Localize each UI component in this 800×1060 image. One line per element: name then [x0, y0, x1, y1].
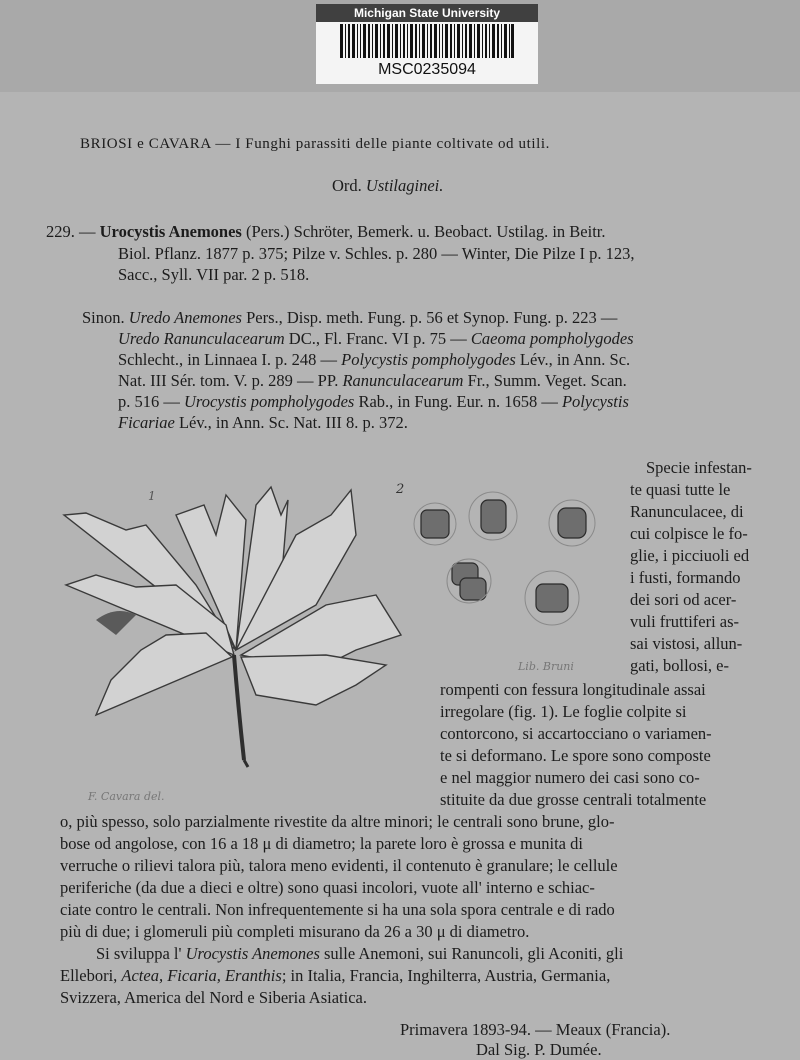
barcode-icon [340, 24, 514, 58]
entry-number: 229. [46, 222, 75, 241]
anemone-leaf-figure [64, 487, 401, 715]
entry-line-2: Biol. Pflanz. 1877 p. 375; Pilze v. Schles. p. 280 — Winter, Die Pilze I p. 123, [118, 244, 635, 263]
body-mid-line: e nel maggior numero dei casi sono co- [440, 768, 700, 787]
body-mid-line: rompenti con fessura longitudinale assai [440, 680, 706, 699]
species-name: Urocystis Anemones [99, 222, 242, 241]
synonym-line-1: Sinon. Uredo Anemones Pers., Disp. meth. Fung. p. 56 et Synop. Fung. p. 223 — [82, 308, 618, 327]
body-col-line: te quasi tutte le [630, 480, 731, 499]
body-mid-line: te si deformano. Le spore sono composte [440, 746, 711, 765]
body-mid-line: stituite da due grosse centrali totalmente [440, 790, 707, 809]
order-heading: Ord. Ustilaginei. [332, 176, 444, 195]
body-col-line: cui colpisce le fo- [630, 524, 748, 543]
body-full-line: bose od angolose, con 16 a 18 μ di diametro; la parete loro è grossa e munita di [60, 834, 583, 853]
entry-line-3: Sacc., Syll. VII par. 2 p. 518. [118, 265, 310, 284]
institution-name: Michigan State University [316, 4, 538, 22]
synonym-line-4: Nat. III Sér. tom. V. p. 289 — PP. Ranunculacearum Fr., Summ. Veget. Scan. [118, 371, 627, 390]
body-col-line: i fusti, formando [630, 568, 741, 587]
catalog-number: MSC0235094 [378, 61, 476, 78]
body-mid-line: irregolare (fig. 1). Le foglie colpite si [440, 702, 687, 721]
synonym-line-5: p. 516 — Urocystis pompholygodes Rab., in Fung. Eur. n. 1658 — Polycystis [118, 392, 629, 411]
body-mid-line: contorcono, si accartocciano o variamen- [440, 724, 712, 743]
body-full-line: periferiche (da due a dieci e oltre) sono quasi incolori, vuote all' interno e schiac- [60, 878, 595, 897]
synonym-line-2: Uredo Ranunculacearum DC., Fl. Franc. VI p. 75 — Caeoma pompholygodes [118, 329, 634, 348]
header-authors: BRIOSI e CAVARA [80, 136, 211, 152]
body-col-line: gati, bollosi, e- [630, 656, 729, 675]
body-full-line: o, più spesso, solo parzialmente rivestite da altre minori; le centrali sono brune, glo- [60, 812, 615, 831]
body-col-line: Specie infestan- [646, 458, 752, 477]
figure-label-2: 2 [396, 482, 405, 497]
figure-label-1: 1 [148, 489, 156, 503]
collection-date-place: Primavera 1893-94. — Meaux (Francia). [400, 1020, 671, 1039]
body-col-line: Ranunculacee, di [630, 502, 744, 521]
entry-line-1: 229. — Urocystis Anemones (Pers.) Schröter, Bemerk. u. Beobact. Ustilag. in Beitr. [46, 222, 606, 241]
barcode-label [316, 4, 538, 84]
host-line-2: Ellebori, Actea, Ficaria, Eranthis; in Italia, Francia, Inghilterra, Austria, Germania, [60, 966, 611, 985]
body-col-line: glie, i picciuoli ed [630, 546, 750, 565]
host-line-1: Si sviluppa l' Urocystis Anemones sulle Anemoni, sui Ranuncoli, gli Aconiti, gli [96, 944, 624, 963]
body-full-line: verruche o rilievi talora più, talora meno evidenti, il contenuto è granulare; le cellule [60, 856, 618, 875]
body-col-line: dei sori od acer- [630, 590, 737, 609]
artist-credit-right: Lib. Bruni [518, 660, 574, 673]
host-line-3: Svizzera, America del Nord e Siberia Asiatica. [60, 988, 367, 1007]
synonym-line-6: Ficariae Lév., in Ann. Sc. Nat. III 8. p. 372. [118, 413, 408, 432]
header-series-title: I Funghi parassiti delle piante coltivate od utili. [235, 136, 551, 152]
body-col-line: vuli fruttiferi as- [630, 612, 740, 631]
body-full-line: ciate contro le centrali. Non infrequentemente si ha una sola spora centrale e di rado [60, 900, 615, 919]
artist-credit-left: F. Cavara del. [88, 790, 165, 803]
synonym-line-3: Schlecht., in Linnaea I. p. 248 — Polycystis pompholygodes Lév., in Ann. Sc. [118, 350, 631, 369]
body-full-line: più di due; i glomeruli più completi misurano da 26 a 30 μ di diametro. [60, 922, 530, 941]
collection-collector: Dal Sig. P. Dumée. [476, 1040, 602, 1059]
body-col-line: sai vistosi, allun- [630, 634, 743, 653]
page-header: BRIOSI e CAVARA — I Funghi parassiti delle piante coltivate od utili. [80, 136, 551, 152]
spore-figure [421, 500, 586, 612]
